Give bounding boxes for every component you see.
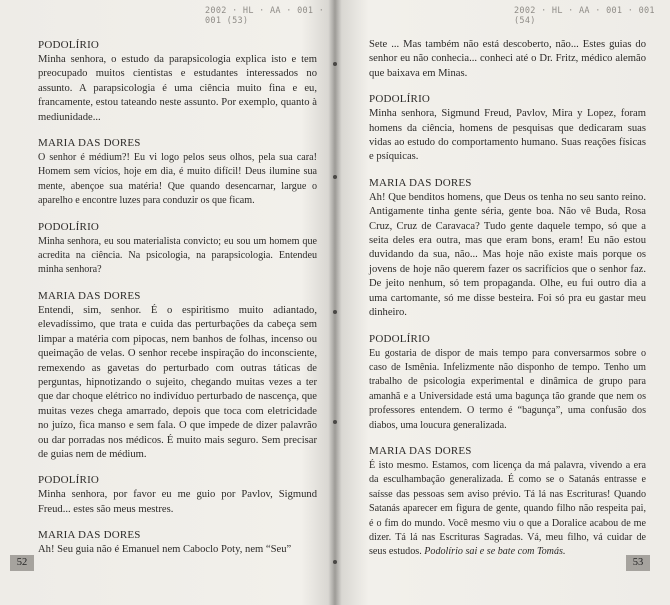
- page-number-left: 52: [10, 555, 34, 571]
- dialogue-text: Minha senhora, eu sou materialista convicto; eu sou um homem que acredita na ciência. Na psicologia, na parapsicologia. Entendeu minha senhora?: [38, 235, 317, 276]
- dialogue-line: É isto mesmo. Estamos, com licença da má palavra, vivendo a era da esculhambação generalizada. É como se o Satanás entrasse e saísse das pessoas sem aviso prévio. Tá lá nas Escrituras! Quando Satanás aparecer em figura de gente, quando filho não respeita pai, é o fim do mundo. Você mesmo viu o que a Doralice acabou de me dizer. Tá lá nas Escrituras Sagradas. Vá, meu filho, vá cuidar de seus estudos.: [369, 459, 646, 558]
- right-page: [336, 0, 670, 605]
- dialogue-text: Entendi, sim, senhor. É o espiritismo muito adiantado, elevadíssimo, que trata e cuida das perturbações da cabeça sem limpar a matéria com pipocas, nem banhos de folhas, incenso ou queimação de velas. O senhor recebe inspiração do inconsciente, remexendo as gavetas do perturbado com outras táticas de perguntas, hipnotizando o sujeito, chegando muitas vezes a ter que dar choque elétrico no indivíduo perturbado de nascença, que muitas vezes chega amarrado, depois que toca com eletricidade no juízo, fica manso e sem fala. O que impede de dizer palavrão ou dar porradas nos médicos. É muito mais seguro. Sem precisar de guias nem de médium.: [38, 304, 317, 460]
- dialogue-text: [369, 459, 646, 560]
- dialogue-text: Ah! Que benditos homens, que Deus os tenha no seu santo reino. Antigamente tinha gente séria, gente boa. Não vê Buda, Rosa Cruz, Cruz de Caravaca? Tudo gente daquele tempo, só que a seita deles era outra, mas que eram bons, eram! Eu não estou duvidando da sua, não... Mas hoje não existe mais porque os jovens de hoje não querem fazer os sacrifícios que o senhor faz. De jeito nenhum, só tem propaganda. Olhe, eu fui outro dia a uma cartomante, só me disse besteira. Foi só pra eu gastar meu dinheiro.: [369, 191, 646, 319]
- dialogue-block: [38, 38, 317, 125]
- dialogue-block: [369, 176, 646, 321]
- dialogue-block: [38, 136, 317, 209]
- dialogue-block: [38, 289, 317, 462]
- dialogue-block: [38, 528, 317, 557]
- binding-mark: [333, 175, 337, 179]
- dialogue-text: O senhor é médium?! Eu vi logo pelos seus olhos, pela sua cara! Homem sem vícios, hoje em dia, é muito difícil! Deus ilumine sua mente, abençoe sua matéria! Que quando desencarnar, largue o aparelho e encontre luzes para conduzir os que ficam.: [38, 152, 317, 207]
- dialogue-block: [38, 220, 317, 278]
- archive-id-right: 2002 · HL · AA · 001 · 001 (54): [514, 6, 655, 26]
- dialogue-block: [369, 444, 646, 560]
- speaker-name: PODOLÍRIO: [38, 220, 100, 233]
- dialogue-text: Ah! Seu guia não é Emanuel nem Caboclo Poty, nem “Seu”: [38, 544, 292, 556]
- speaker-name: MARIA DAS DORES: [369, 444, 472, 457]
- dialogue-text: Minha senhora, por favor eu me guio por Pavlov, Sigmund Freud... estes são meus mestres.: [38, 489, 317, 515]
- binding-mark: [333, 560, 337, 564]
- binding-mark: [333, 420, 337, 424]
- dialogue-text: Minha senhora, Sigmund Freud, Pavlov, Mira y Lopez, foram homens da ciência, homens de pesquisas que dedicaram suas vidas ao estudo do comportamento humano. Suas reações físicas e psíquicas.: [369, 108, 646, 163]
- dialogue-block: [369, 332, 646, 433]
- dialogue-continuation: [369, 38, 646, 81]
- stage-direction: Podolírio sai e se bate com Tomás.: [424, 546, 566, 558]
- dialogue-text: Sete ... Mas também não está descoberto, não... Estes guias do senhor eu não conhecia... conheci até o Dr. Fritz, médico alemão que baixava em Minas.: [369, 39, 646, 79]
- speaker-name: MARIA DAS DORES: [369, 176, 472, 189]
- dialogue-block: [38, 473, 317, 517]
- archive-id-left: 2002 · HL · AA · 001 · 001 (53): [205, 6, 325, 26]
- dialogue-block: [369, 92, 646, 165]
- speaker-name: PODOLÍRIO: [369, 93, 431, 106]
- speaker-name: MARIA DAS DORES: [38, 137, 141, 150]
- speaker-name: PODOLÍRIO: [38, 474, 100, 487]
- speaker-name: MARIA DAS DORES: [38, 529, 141, 542]
- speaker-name: PODOLÍRIO: [38, 39, 100, 51]
- page-number-right: 53: [626, 555, 650, 571]
- speaker-name: PODOLÍRIO: [369, 332, 431, 345]
- dialogue-text: Eu gostaria de dispor de mais tempo para conversarmos sobre o caso de Ismênia. Infelizmente não disponho de tempo. Tenho um trabalho de psicologia experimental e dinâmica de grupo para amanhã e a Universidade está uma bagunça tão grande que nem os professores entendem. O termo é “bagunça”, uma confusão dos diabos, uma loucura generalizada.: [369, 347, 646, 431]
- speaker-name: MARIA DAS DORES: [38, 289, 141, 302]
- binding-mark: [333, 310, 337, 314]
- dialogue-text: Minha senhora, o estudo da parapsicologia explica isto e tem preocupado muitos cientistas e estudantes interessados no assunto. A parapsicologia é uma ciência muito fina e eu, francamente, estou tateando neste assunto. Por exemplo, quanto à mediunidade...: [38, 54, 317, 123]
- binding-mark: [333, 62, 337, 66]
